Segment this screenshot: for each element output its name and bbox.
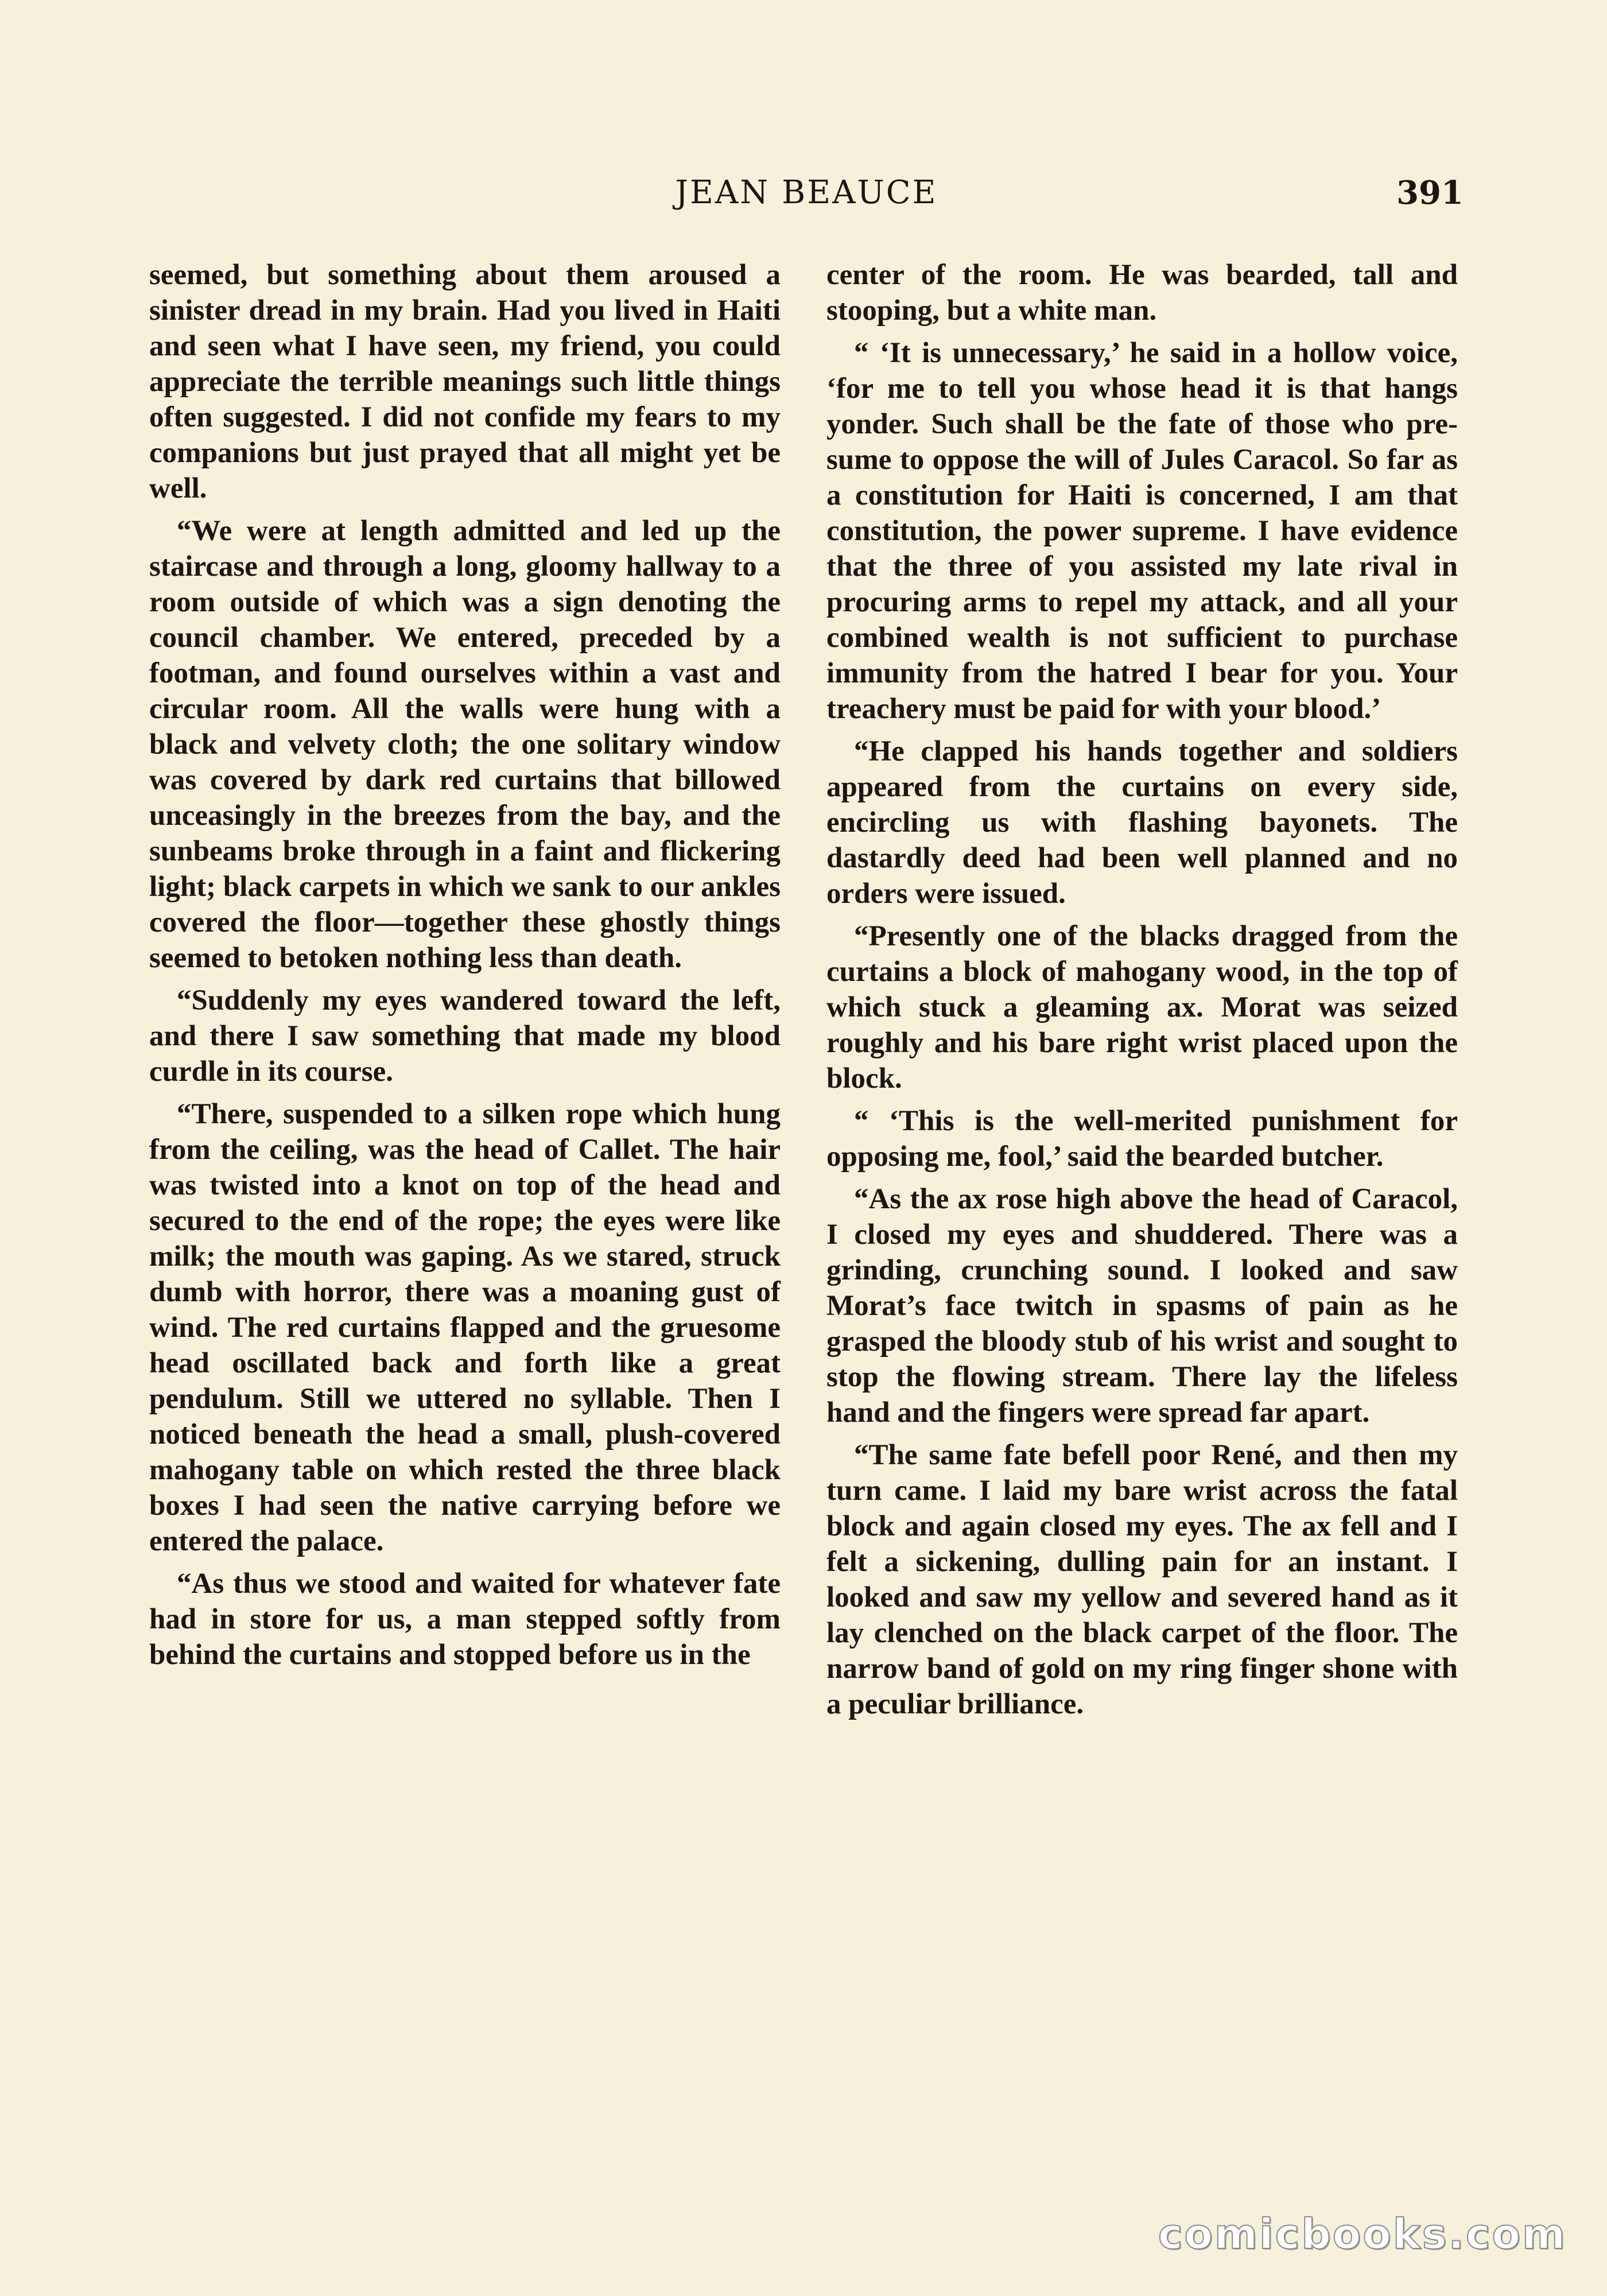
paragraph: seemed, but something about them aroused a sinister dread in my brain. Had you lived in Haiti and seen what I have seen, my friend, you could appreciate the terrible meanings such little things often suggested. I did not confide my fears to my companions but just prayed that all might yet be well. [149,259,781,505]
text-column-left [149,257,781,1680]
watermark-logo: comicbooks.com [1158,2210,1567,2258]
paragraph: “The same fate befell poor René, and then my turn came. I laid my bare wrist across the fatal block and again closed my eyes. The ax fell and I felt a sickening, dulling pain for an instant. I looked and saw my yellow and severed hand as it lay clenched on the black carpet of the floor. The narrow band of gold on my ring finger shone with a peculiar brilliance. [826,1439,1458,1720]
paragraph: “ ‘This is the well-merited punishment for opposing me, fool,’ said the bearded butcher. [826,1105,1458,1173]
text-column-right [826,257,1458,1729]
paragraph: “Presently one of the blacks dragged from the curtains a block of mahogany wood, in the top of which stuck a gleaming ax. Morat was seized roughly and his bare right wrist placed upon the block. [826,920,1458,1095]
paragraph: “We were at length admitted and led up the staircase and through a long, gloomy hallway to a room outside of which was a sign denoting the council chamber. We entered, preceded by a footman, and found ourselves within a vast and circular room. All the walls were hung with a black and velvety cloth; the one solitary window was covered by dark red curtains that billowed unceasingly in the breezes from the bay, and the sunbeams broke through in a faint and flickering light; black carpets in which we sank to our ankles covered the floor—together these ghostly things seemed to betoken nothing less than death. [149,515,781,974]
page-number: 391 [1396,174,1464,212]
paragraph: “ ‘It is unnecessary,’ he said in a hollow voice, ‘for me to tell you whose head it is that hangs yonder. Such shall be the fate of those who presume to oppose the will of Jules Caracol. So far as a constitution for Haiti is concerned, I am that constitution, the power supreme. I have evidence that the three of you assisted my late rival in procuring arms to repel my attack, and all your combined wealth is not sufficient to purchase immunity from the hatred I bear for you. Your treachery must be paid for with your blood.’ [826,337,1458,725]
running-head [149,170,1464,216]
paragraph: center of the room. He was bearded, tall and stooping, but a white man. [826,259,1458,327]
paragraph: “Suddenly my eyes wandered toward the left, and there I saw something that made my blood curdle in its course. [149,984,781,1088]
paragraph: “As the ax rose high above the head of Caracol, I closed my eyes and shuddered. There was a grinding, crunching sound. I looked and saw Morat’s face twitch in spasms of pain as he grasped the bloody stub of his wrist and sought to stop the flowing stream. There lay the lifeless hand and the fingers were spread far apart. [826,1183,1458,1429]
paragraph: “As thus we stood and waited for whatever fate had in store for us, a man stepped softly from behind the curtains and stopped before us in the [149,1568,781,1671]
paragraph: “He clapped his hands together and soldiers appeared from the curtains on every side, encircling us with flashing bayonets. The dastardly deed had been well planned and no orders were issued. [826,735,1458,910]
paragraph: “There, suspended to a silken rope which hung from the ceiling, was the head of Callet. The hair was twisted into a knot on top of the head and secured to the end of the rope; the eyes were like milk; the mouth was gaping. As we stared, struck dumb with horror, there was a moaning gust of wind. The red curtains flapped and the gruesome head oscillated back and forth like a great pendulum. Still we uttered no syllable. Then I noticed beneath the head a small, plush-covered mahogany table on which rested the three black boxes I had seen the native carrying before we entered the palace. [149,1098,781,1557]
running-title: JEAN BEAUCE [675,174,938,211]
